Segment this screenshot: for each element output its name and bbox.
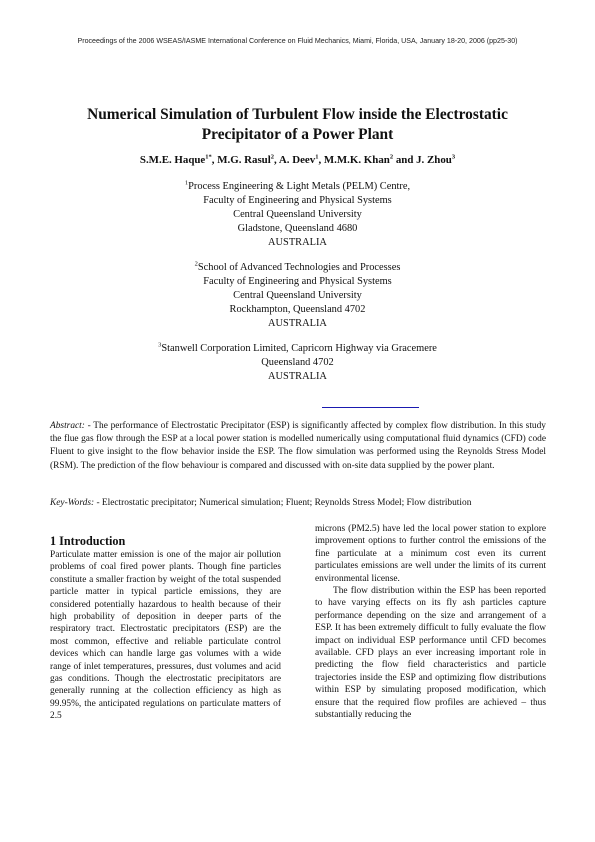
right-column: [315, 523, 546, 722]
affiliation-line: Queensland 4702: [261, 357, 334, 369]
abstract-text: - The performance of Electrostatic Precipitator (ESP) is significantly affected by complex flow distribution. In this study the flue gas flow through the ESP at a local power station is modelled numerically using computational fluid dynamics (CFD) code Fluent to give insight to the flow behavior inside the ESP. The flow simulation was performed using the Reynolds Stress Model (RSM). The prediction of the flow behaviour is compared and discussed with on-site data supplied by the power plant.: [50, 421, 546, 471]
intro-paragraph-continued: microns (PM2.5) have led the local power station to explore improvement options to further control the emissions of the fine particulate at a minimum cost even its current particulates emissions are well under the limits of its current environmental license.: [315, 524, 546, 584]
affiliation-line: AUSTRALIA: [268, 318, 327, 330]
affiliation-line: Central Queensland University: [233, 209, 362, 221]
affiliation-line: Central Queensland University: [233, 290, 362, 302]
affiliation-line: Rockhampton, Queensland 4702: [229, 304, 366, 316]
affiliation-mark: 2: [194, 260, 198, 268]
keywords-label: Key-Words:: [50, 498, 95, 508]
author-separator: ,: [211, 154, 218, 166]
author-name: M.M.K. Khan: [323, 154, 390, 166]
author-separator: ,: [274, 154, 279, 166]
keywords: [50, 497, 546, 510]
author-separator: ,: [318, 154, 324, 166]
keywords-text: - Electrostatic precipitator; Numerical simulation; Fluent; Reynolds Stress Model; Flow distribution: [94, 498, 472, 508]
author-affiliation-mark: 1: [315, 153, 319, 161]
affiliation-line: AUSTRALIA: [268, 237, 327, 249]
author-name: A. Deev: [278, 154, 316, 166]
title-line: Precipitator of a Power Plant: [201, 126, 394, 143]
left-column: [50, 549, 281, 723]
abstract: [50, 420, 546, 473]
title-line: Numerical Simulation of Turbulent Flow inside the Electrostatic: [87, 106, 508, 123]
affiliation-line: School of Advanced Technologies and Processes: [197, 262, 401, 273]
intro-paragraph: Particulate matter emission is one of the major air pollution problems of coal fired power plants. Though fine particles constitute a smaller fraction by weight of the total suspended particle matter in typical particle emissions, they are considered potentially hazardous to health because of their high probability of deposition in deeper parts of the respiratory tract. Electrostatic precipitators (ESP) are the most common, effective and reliable particulate control devices which can handle large gas volumes with a wide range of inlet temperatures, pressures, dust volumes and acid gas conditions. Though the electrostatic precipitators are generally running at the collection efficiency as high as 99.95%, the anticipated regulations on particulate matters of 2.5: [50, 550, 281, 722]
affiliation-line: AUSTRALIA: [268, 371, 327, 383]
affiliation-mark: 3: [158, 341, 162, 349]
affiliation-line: Gladstone, Queensland 4680: [237, 223, 358, 235]
affiliation-mark: 1: [184, 179, 189, 187]
author-list: [0, 154, 595, 166]
section-heading: 1 Introduction: [50, 534, 126, 548]
author-affiliation-mark: 2: [389, 153, 394, 161]
proceedings-header: Proceedings of the 2006 WSEAS/IASME International Conference on Fluid Mechanics, Miami, Florida, USA, January 18-20, 2006 (pp25-30): [77, 37, 518, 45]
abstract-label: Abstract:: [50, 421, 85, 431]
paper-title: [40, 105, 555, 145]
affiliation-line: Process Engineering & Light Metals (PELM) Centre,: [188, 181, 411, 192]
email-link-underline[interactable]: [322, 407, 419, 408]
author-name: J. Zhou: [416, 154, 452, 166]
affiliation-line: Faculty of Engineering and Physical Systems: [203, 276, 392, 288]
affiliation-3: [60, 342, 535, 384]
intro-paragraph: The flow distribution within the ESP has been reported to have varying effects on its fly ash particles capture performance depending on the size and arrangement of a ESP. It has been extremely difficult to fully evaluate the flow impact on individual ESP performance until CFD becomes available. CFD plays an ever increasing important role in predicting the flow field characteristics and particle trajectories inside the ESP and optimizing flow distributions within ESP by simulating proposed modification, which ensure that the required flow profiles are achieved – thus substantially reducing the: [315, 586, 546, 721]
author-affiliation-mark: 1*: [205, 153, 212, 161]
affiliation-line: Faculty of Engineering and Physical Systems: [203, 195, 392, 207]
author-name: M.G. Rasul: [217, 154, 271, 166]
affiliation-line: Stanwell Corporation Limited, Capricorn Highway via Gracemere: [161, 343, 437, 354]
author-name: S.M.E. Haque: [139, 154, 206, 166]
author-affiliation-mark: 3: [451, 153, 456, 161]
affiliation-2: [60, 261, 535, 331]
author-separator: and: [393, 154, 417, 166]
affiliation-1: [60, 180, 535, 250]
author-affiliation-mark: 2: [270, 153, 275, 161]
